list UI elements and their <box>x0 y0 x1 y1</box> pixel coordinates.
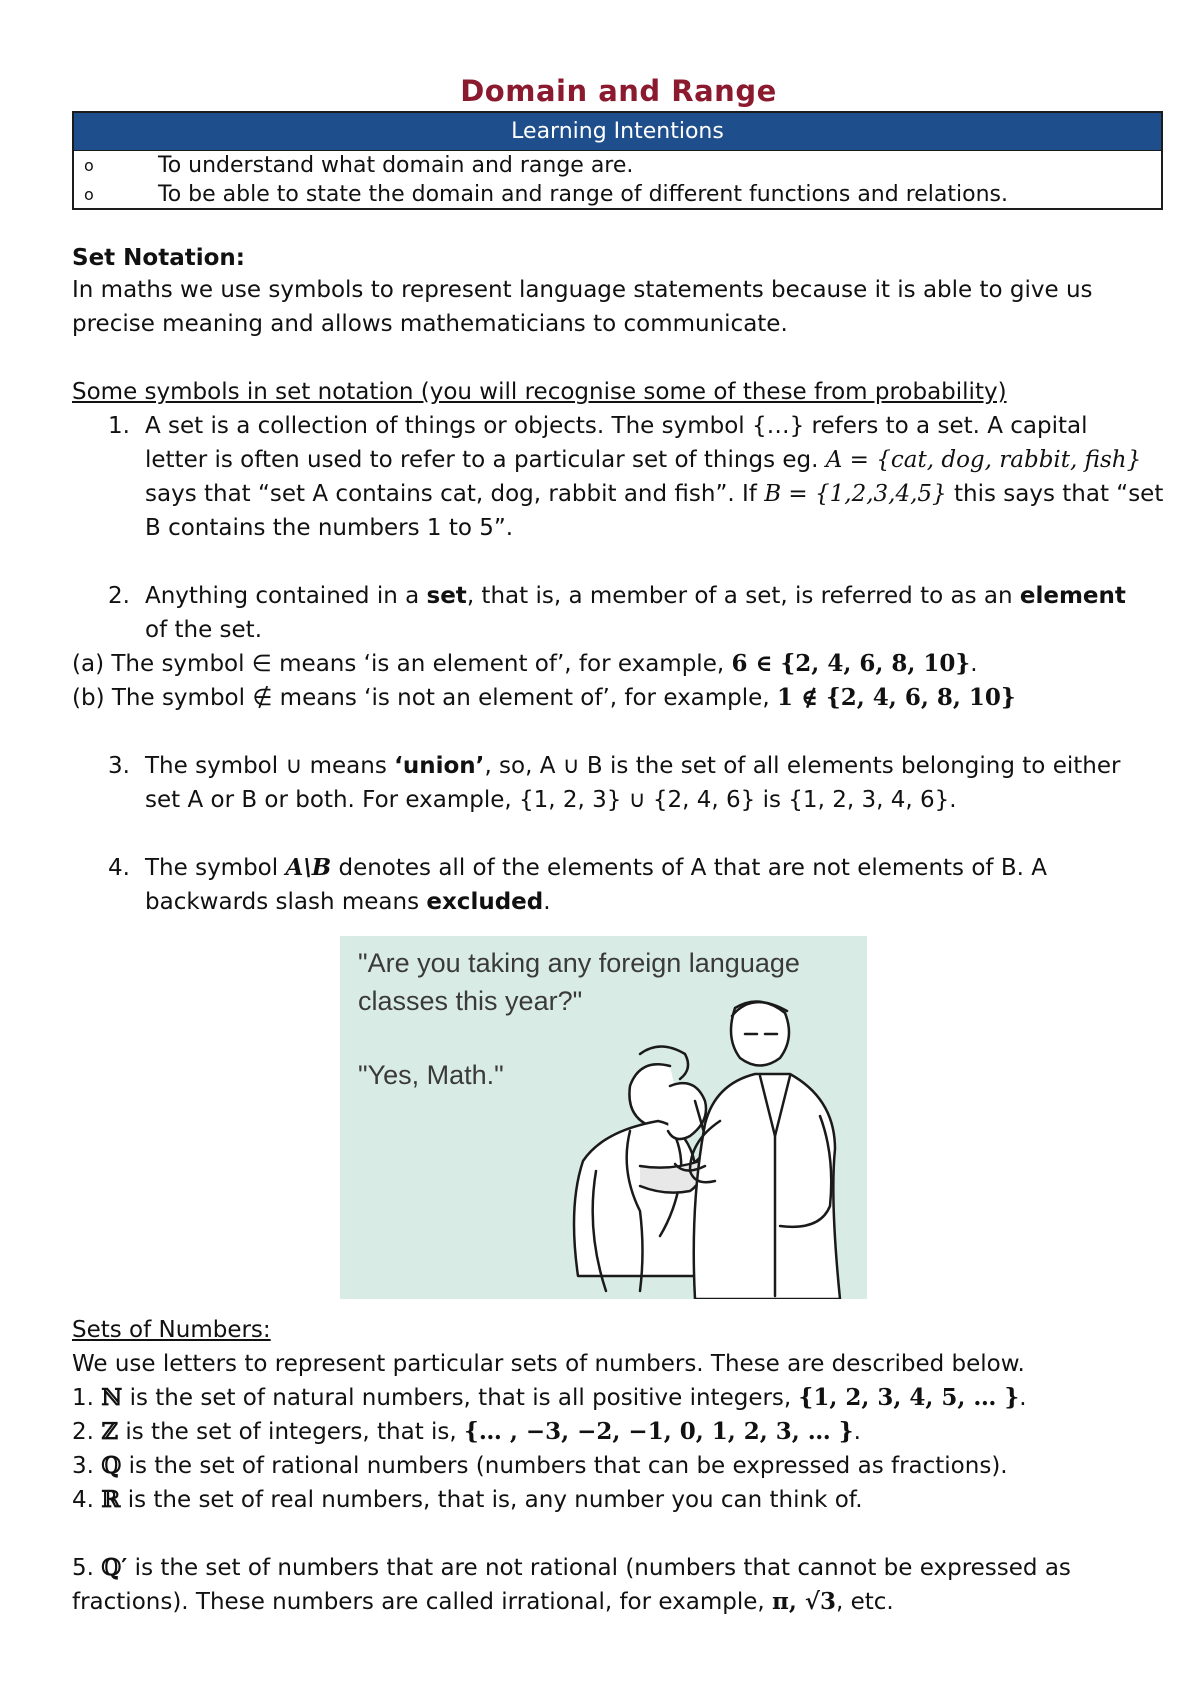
math-joke-cartoon <box>340 936 867 1299</box>
number-set-natural <box>72 1381 1027 1415</box>
list-number: 4. <box>72 1487 102 1513</box>
irrational-text-line2: fractions). These numbers are called irrational, for example, <box>72 1589 773 1615</box>
irrational-end: , etc. <box>835 1589 894 1615</box>
learning-intention-text: To understand what domain and range are. <box>158 153 634 178</box>
punctuation: . <box>853 1419 861 1445</box>
item2-sub-b <box>72 681 1016 715</box>
item4-line2 <box>145 885 551 919</box>
number-set-rational <box>72 1449 1008 1483</box>
irrational-symbol: ℚ′ <box>101 1554 128 1581</box>
sets-of-numbers-heading: Sets of Numbers: <box>72 1317 271 1343</box>
item1-line3-end: this says that “set <box>946 481 1164 507</box>
learning-intention-item <box>74 151 1161 180</box>
list-number: 5. <box>72 1555 102 1581</box>
element-of-example: 6 ∈ {2, 4, 6, 8, 10} <box>731 650 971 677</box>
set-difference-symbol: A\B <box>285 854 332 881</box>
cartoon-caption-line3: "Yes, Math." <box>358 1060 504 1090</box>
sub-b-text: (b) The symbol ∉ means ‘is not an element of’, for example, <box>72 685 777 711</box>
item3-text-c: , so, A ∪ B is the set of all elements belonging to either <box>484 753 1121 779</box>
item2-line2: of the set. <box>145 617 262 643</box>
item1-line4: B contains the numbers 1 to 5”. <box>145 515 514 541</box>
integers-symbol: ℤ <box>101 1418 119 1445</box>
cartoon-caption-line2: classes this year?" <box>358 986 583 1016</box>
rational-symbol: ℚ <box>101 1452 122 1479</box>
item3-line1 <box>145 749 1120 783</box>
natural-numbers-text: is the set of natural numbers, that is all positive integers, <box>122 1385 799 1411</box>
cartoon-caption-line1: "Are you taking any foreign language <box>358 948 800 978</box>
item2-sub-a <box>72 647 978 681</box>
sets-of-numbers-intro: We use letters to represent particular sets of numbers. These are described below. <box>72 1351 1025 1377</box>
item1-line1: A set is a collection of things or objects. The symbol {…} refers to a set. A capital <box>145 413 1088 439</box>
item1-line2 <box>145 443 1141 477</box>
list-number: 1. <box>108 413 130 439</box>
number-set-real <box>72 1483 863 1517</box>
item1-line3 <box>145 477 1163 511</box>
item4-text-a: The symbol <box>145 855 286 881</box>
number-set-irrational-line2 <box>72 1585 894 1619</box>
integers-set: {… , −3, −2, −1, 0, 1, 2, 3, … } <box>464 1418 854 1445</box>
set-b-example: B = {1,2,3,4,5} <box>764 481 947 507</box>
item3-line2: set A or B or both. For example, {1, 2, 3} ∪ {2, 4, 6} is {1, 2, 3, 4, 6}. <box>145 787 957 813</box>
page-title: Domain and Range <box>460 74 777 108</box>
item4-text-l2a: backwards slash means <box>145 889 427 915</box>
natural-numbers-symbol: ℕ <box>101 1384 123 1411</box>
list-number: 1. <box>72 1385 102 1411</box>
set-a-example: A = {cat, dog, rabbit, fish} <box>825 447 1142 473</box>
number-set-integers <box>72 1415 861 1449</box>
list-number: 3. <box>108 753 130 779</box>
rational-text: is the set of rational numbers (numbers that can be expressed as fractions). <box>121 1453 1008 1479</box>
set-notation-intro-line2: precise meaning and allows mathematicians to communicate. <box>72 311 788 337</box>
real-symbol: ℝ <box>101 1486 121 1513</box>
set-notation-intro-line1: In maths we use symbols to represent language statements because it is able to give us <box>72 277 1093 303</box>
item2-line1 <box>145 579 1126 613</box>
bullet-icon: o <box>84 185 94 204</box>
item2-text-a: Anything contained in a <box>145 583 427 609</box>
item4-line1 <box>145 851 1047 885</box>
integers-text: is the set of integers, that is, <box>118 1419 465 1445</box>
two-men-illustration <box>340 936 867 1299</box>
term-excluded: excluded <box>426 889 544 915</box>
list-number: 3. <box>72 1453 102 1479</box>
item1-line2-text: letter is often used to refer to a particular set of things eg. <box>145 447 826 473</box>
learning-intentions-box <box>72 111 1163 210</box>
symbols-heading: Some symbols in set notation (you will recognise some of these from probability) <box>72 379 1007 405</box>
number-set-irrational <box>72 1551 1071 1585</box>
item1-line3-text: says that “set A contains cat, dog, rabbit and fish”. If <box>145 481 765 507</box>
term-element: element <box>1019 583 1126 609</box>
set-notation-heading: Set Notation: <box>72 245 245 271</box>
item3-text-a: The symbol ∪ means <box>145 753 395 779</box>
list-number: 2. <box>72 1419 102 1445</box>
item4-text-l2c: . <box>543 889 551 915</box>
learning-intentions-heading: Learning Intentions <box>74 113 1161 151</box>
irrational-text: is the set of numbers that are not rational (numbers that cannot be expressed as <box>127 1555 1071 1581</box>
list-number: 4. <box>108 855 130 881</box>
item4-text-b: denotes all of the elements of A that are not elements of B. A <box>331 855 1047 881</box>
term-set: set <box>426 583 467 609</box>
bullet-icon: o <box>84 156 94 175</box>
sub-a-text: (a) The symbol ∈ means ‘is an element of’, for example, <box>72 651 732 677</box>
list-number: 2. <box>108 583 130 609</box>
real-text: is the set of real numbers, that is, any number you can think of. <box>120 1487 863 1513</box>
punctuation: . <box>1019 1385 1027 1411</box>
term-union: ‘union’ <box>394 753 485 779</box>
learning-intention-item <box>74 180 1161 209</box>
learning-intention-text: To be able to state the domain and range of different functions and relations. <box>158 182 1008 207</box>
sub-a-end: . <box>970 651 978 677</box>
irrational-examples: π, √3 <box>772 1588 836 1615</box>
not-element-of-example: 1 ∉ {2, 4, 6, 8, 10} <box>776 684 1016 711</box>
item2-text-c: , that is, a member of a set, is referred to as an <box>466 583 1020 609</box>
natural-numbers-set: {1, 2, 3, 4, 5, … } <box>798 1384 1020 1411</box>
